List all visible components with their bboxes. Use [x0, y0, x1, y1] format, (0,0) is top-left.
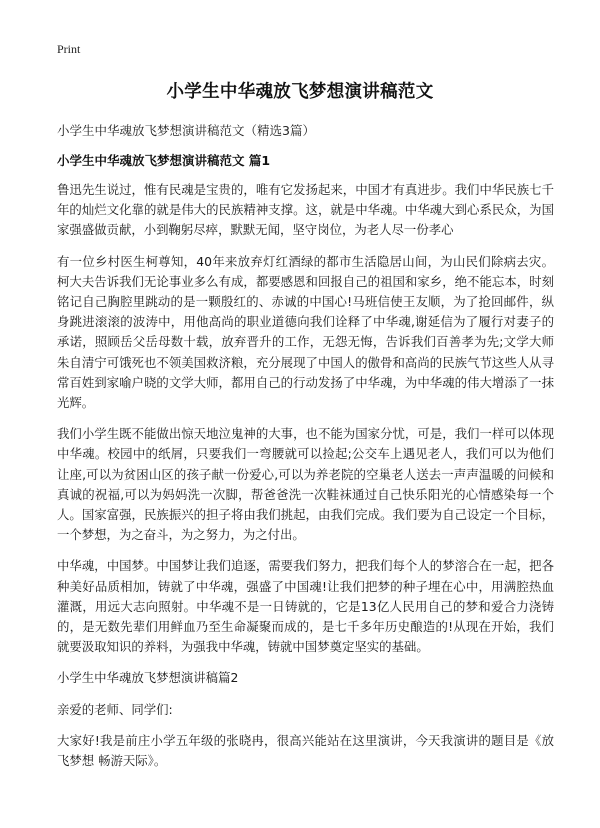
- document-subtitle: 小学生中华魂放飞梦想演讲稿范文（精选3篇）: [57, 123, 315, 138]
- intro-paragraph: 大家好!我是前庄小学五年级的张晓冉，很高兴能站在这里演讲，今天我演讲的题目是《放飞梦想 畅游天际》。: [57, 732, 554, 769]
- print-link[interactable]: Print: [57, 42, 81, 56]
- paragraph: 我们小学生既不能做出惊天地泣鬼神的大事，也不能为国家分忧，可是，我们一样可以体现中华魂。校园中的纸屑，只要我们一弯腰就可以捡起;公交车上遇见老人，我们可以为他们让座,可以为贫困山区的孩子献一份爱心,可以为养老院的空巢老人送去一声声温暖的问候和真诚的祝福,可以为妈妈洗一次脚，帮爸爸洗一次鞋袜通过自己快乐阳光的心情感染每一个人。国家富强，民族振兴的担子将由我们挑起，由我们完成。我们要为自己设定一个目标，一个梦想，为之奋斗，为之努力，为之付出。: [57, 426, 554, 543]
- paragraph: 中华魂，中国梦。中国梦让我们追逐，需要我们努力，把我们每个人的梦溶合在一起，把各种美好品质相加，铸就了中华魂，强盛了中国魂!让我们把梦的种子埋在心中，用满腔热血灌溉，用远大志向照射。中华魂不是一日铸就的，它是13亿人民用自己的梦和爱合力浇铸的，是无数先辈们用鲜血乃至生命凝聚而成的，是七千多年历史酿造的!从现在开始，我们就要汲取知识的养料，为强我中华魂，铸就中国梦奠定坚实的基础。: [57, 558, 554, 655]
- document-title: 小学生中华魂放飞梦想演讲稿范文: [166, 82, 434, 102]
- section-2-heading: 小学生中华魂放飞梦想演讲稿篇2: [57, 670, 239, 686]
- document-body: [57, 180, 554, 782]
- section-1-heading: 小学生中华魂放飞梦想演讲稿范文 篇1: [57, 153, 271, 168]
- paragraph: 有一位乡村医生柯尊知，40年来放弃灯红酒绿的都市生活隐居山间，为山民们除病去灾。柯大夫告诉我们无论事业多么有成，都要感恩和回报自己的祖国和家乡，绝不能忘本，时刻铭记自己胸腔里跳动的是一颗殷红的、赤诚的中国心!马班信使王友顺，为了抢回邮件，纵身跳进滚滚的波涛中，用他高尚的职业道德向我们诠释了中华魂,谢延信为了履行对妻子的承诺，照顾岳父岳母数十载，放弃晋升的工作，无怨无悔，告诉我们百善孝为先;文学大师朱自清宁可饿死也不领美国救济粮，充分展现了中国人的傲骨和高尚的民族气节这些人从寻常百姓到家喻户晓的文学大师，都用自己的行动发扬了中华魂，为中华魂的伟大增添了一抹光辉。: [57, 253, 554, 411]
- paragraph: 鲁迅先生说过，惟有民魂是宝贵的，唯有它发扬起来，中国才有真进步。我们中华民族七千年的灿烂文化靠的就是伟大的民族精神支撑。这，就是中华魂。中华魂大到心系民众，为国家强盛做贡献，小到鞠躬尽瘁，默默无闻，坚守岗位，为老人尽一份孝心: [57, 182, 554, 238]
- greeting: 亲爱的老师、同学们:: [57, 701, 173, 717]
